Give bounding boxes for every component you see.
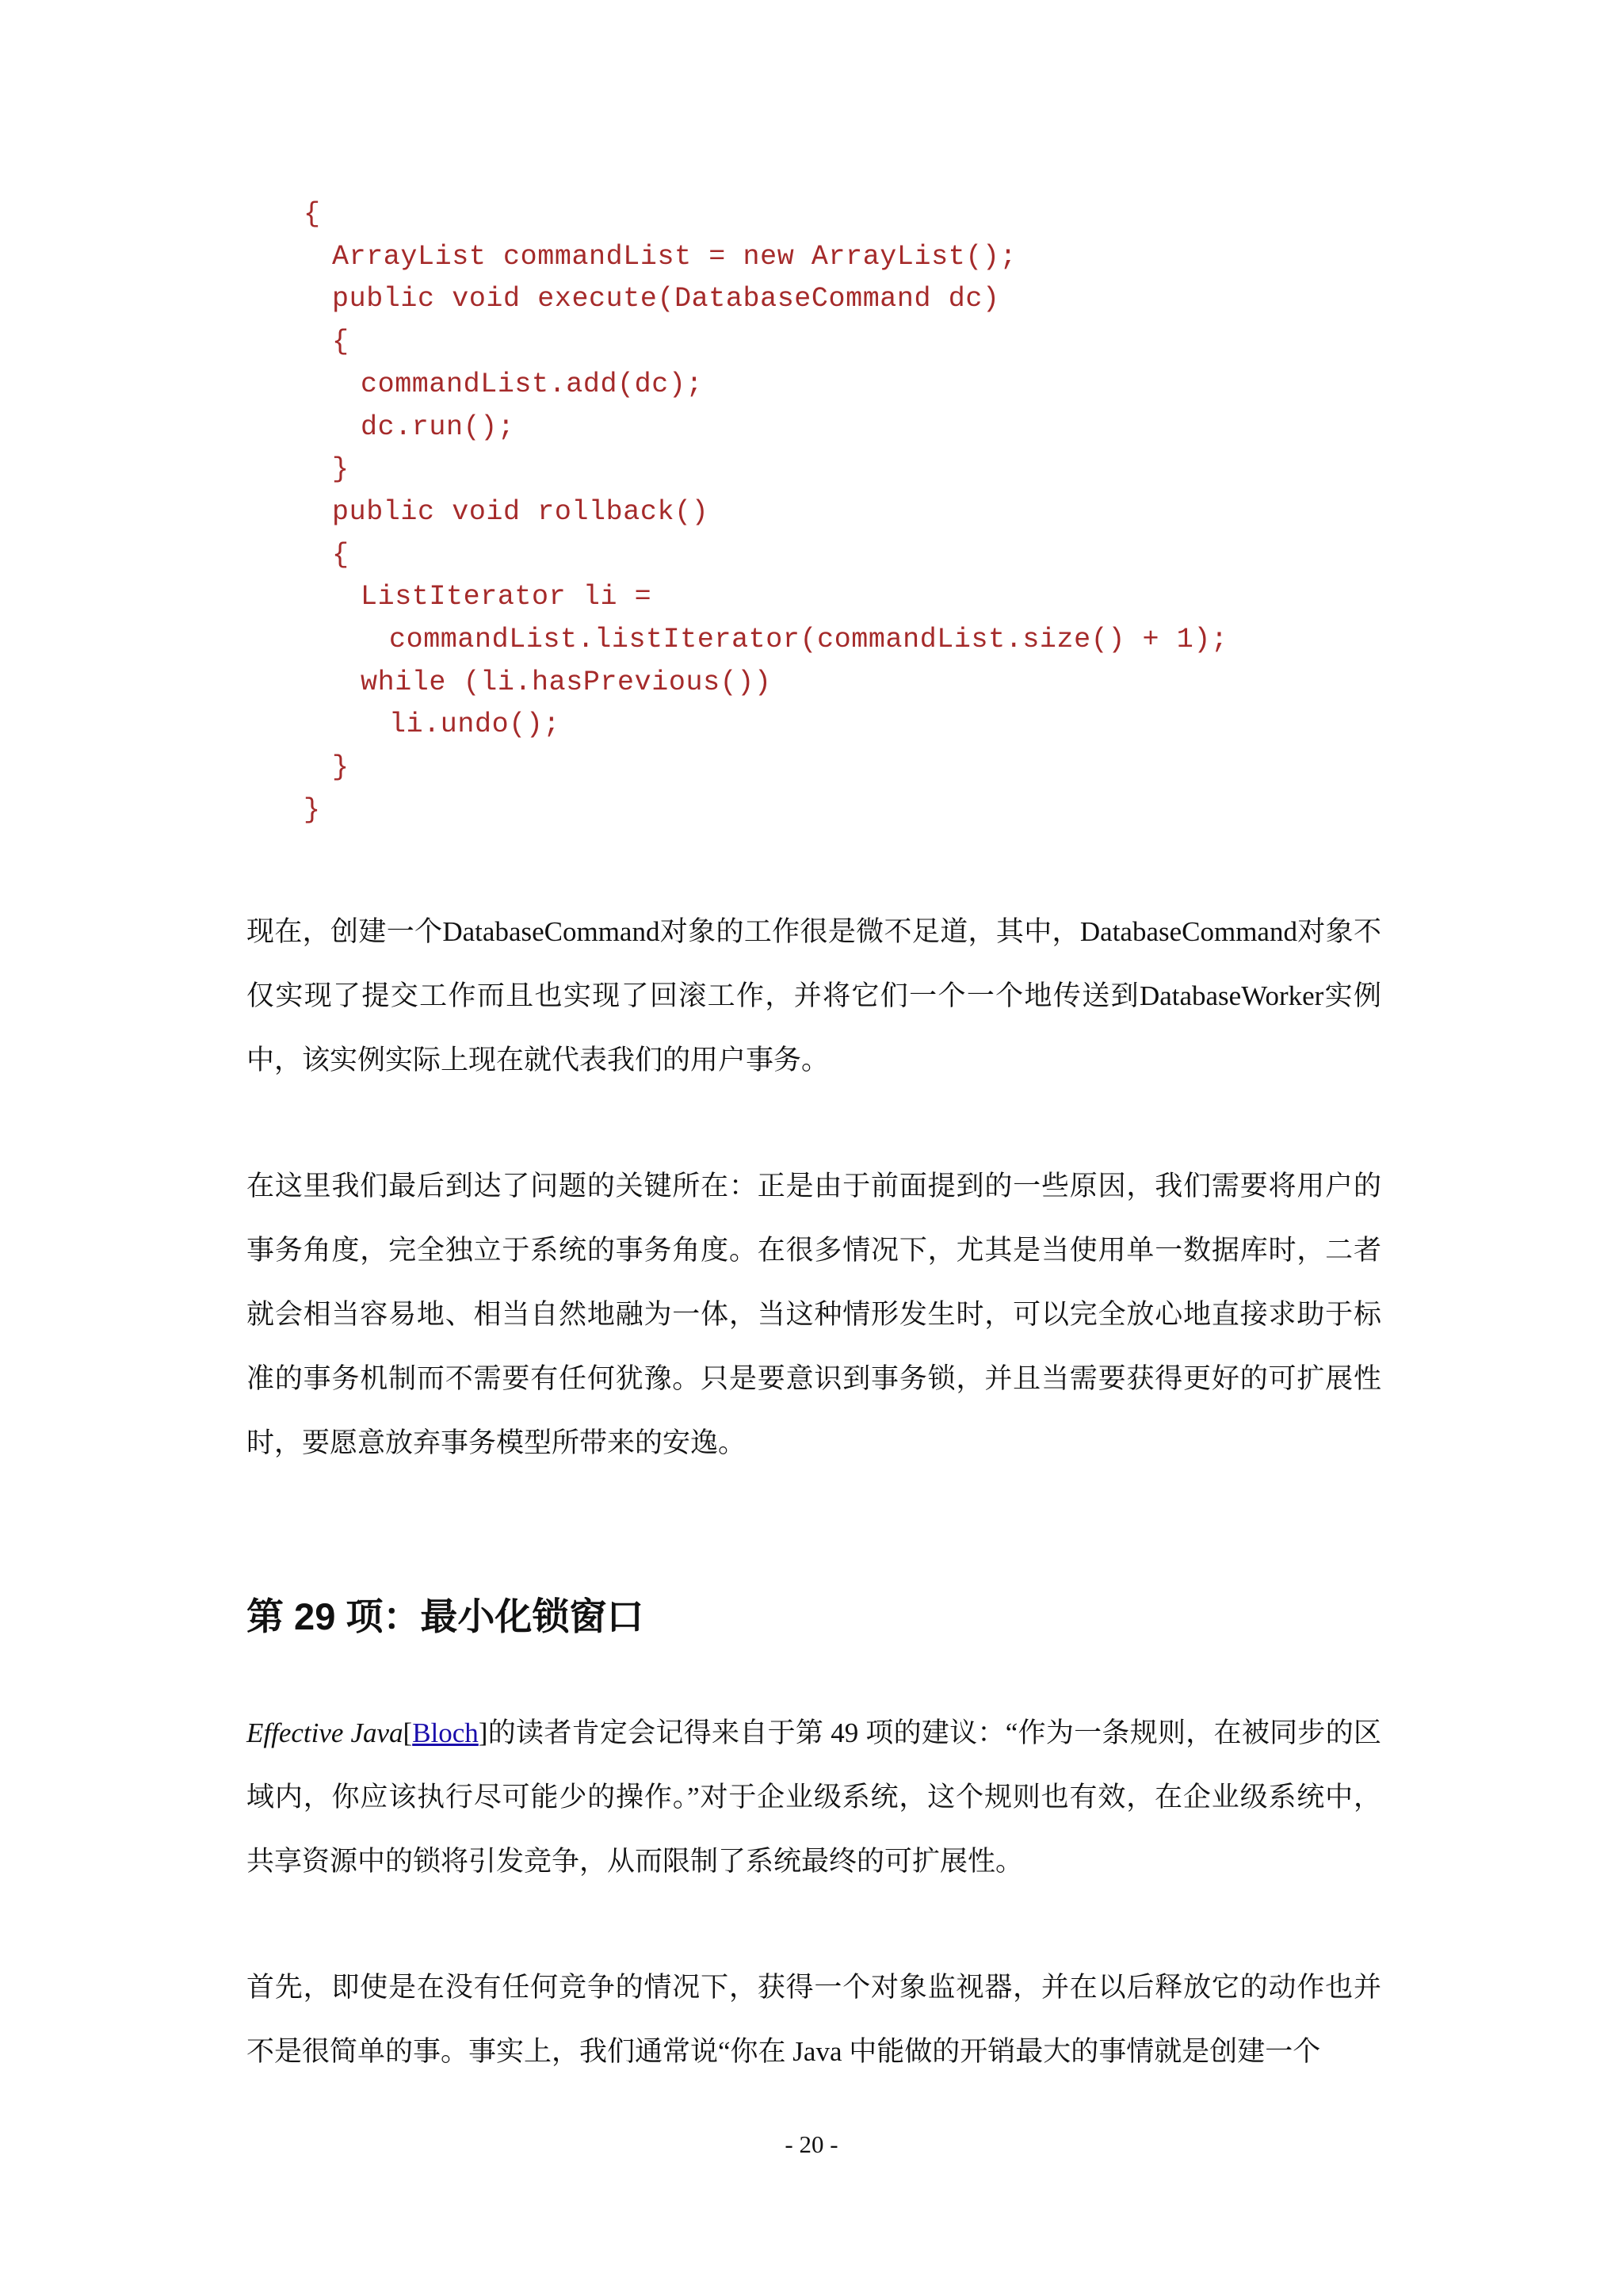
- code-line: ListIterator li =: [361, 581, 652, 613]
- code-line: {: [332, 326, 349, 357]
- code-line: commandList.add(dc);: [361, 369, 704, 400]
- code-line: }: [304, 794, 321, 826]
- code-line: {: [304, 198, 321, 230]
- code-line: commandList.listIterator(commandList.size() + 1);: [389, 624, 1228, 655]
- paragraph-effective-java-text: 的读者肯定会记得来自于第 49 项的建议：“作为一条规则，在被同步的区域内，你应该执行尽可能少的操作。”对于企业级系统，这个规则也有效，在企业级系统中，共享资源中的锁将引发竞争，从而限制了系统最终的可扩展性。: [246, 1717, 1381, 1877]
- code-line: public void rollback(): [332, 496, 709, 528]
- paragraph-object-monitor: 首先，即使是在没有任何竞争的情况下，获得一个对象监视器，并在以后释放它的动作也并不是很简单的事。事实上，我们通常说“你在 Java 中能做的开销最大的事情就是创建一个: [246, 1972, 1381, 2067]
- code-line: }: [332, 751, 349, 783]
- section-heading: 第 29 项：最小化锁窗口: [246, 1595, 644, 1637]
- code-line: {: [332, 539, 349, 571]
- code-line: ArrayList commandList = new ArrayList();: [332, 241, 1018, 273]
- bracket-close: ]: [478, 1717, 488, 1748]
- bracket-open: [: [403, 1717, 413, 1748]
- paragraph-database-command: 现在，创建一个DatabaseCommand对象的工作很是微不足道，其中，DatabaseCommand对象不仅实现了提交工作而且也实现了回滚工作，并将它们一个一个地传送到DatabaseWorker实例中，该实例实际上现在就代表我们的用户事务。: [246, 916, 1381, 1075]
- code-line: dc.run();: [361, 411, 515, 443]
- book-title: Effective Java: [246, 1717, 403, 1748]
- code-line: li.undo();: [389, 709, 561, 740]
- code-line: public void execute(DatabaseCommand dc): [332, 283, 1000, 315]
- bloch-reference-link[interactable]: Bloch: [412, 1717, 479, 1748]
- code-line: }: [332, 453, 349, 485]
- page-number: - 20 -: [785, 2130, 838, 2158]
- paragraph-transaction-perspective: 在这里我们最后到达了问题的关键所在：正是由于前面提到的一些原因，我们需要将用户的事务角度，完全独立于系统的事务角度。在很多情况下，尤其是当使用单一数据库时，二者就会相当容易地、相当自然地融为一体，当这种情形发生时，可以完全放心地直接求助于标准的事务机制而不需要有任何犹豫。只是要意识到事务锁，并且当需要获得更好的可扩展性时，要愿意放弃事务模型所带来的安逸。: [246, 1171, 1381, 1458]
- paragraph-effective-java: [246, 1701, 1381, 1893]
- code-line: while (li.hasPrevious()): [361, 667, 772, 698]
